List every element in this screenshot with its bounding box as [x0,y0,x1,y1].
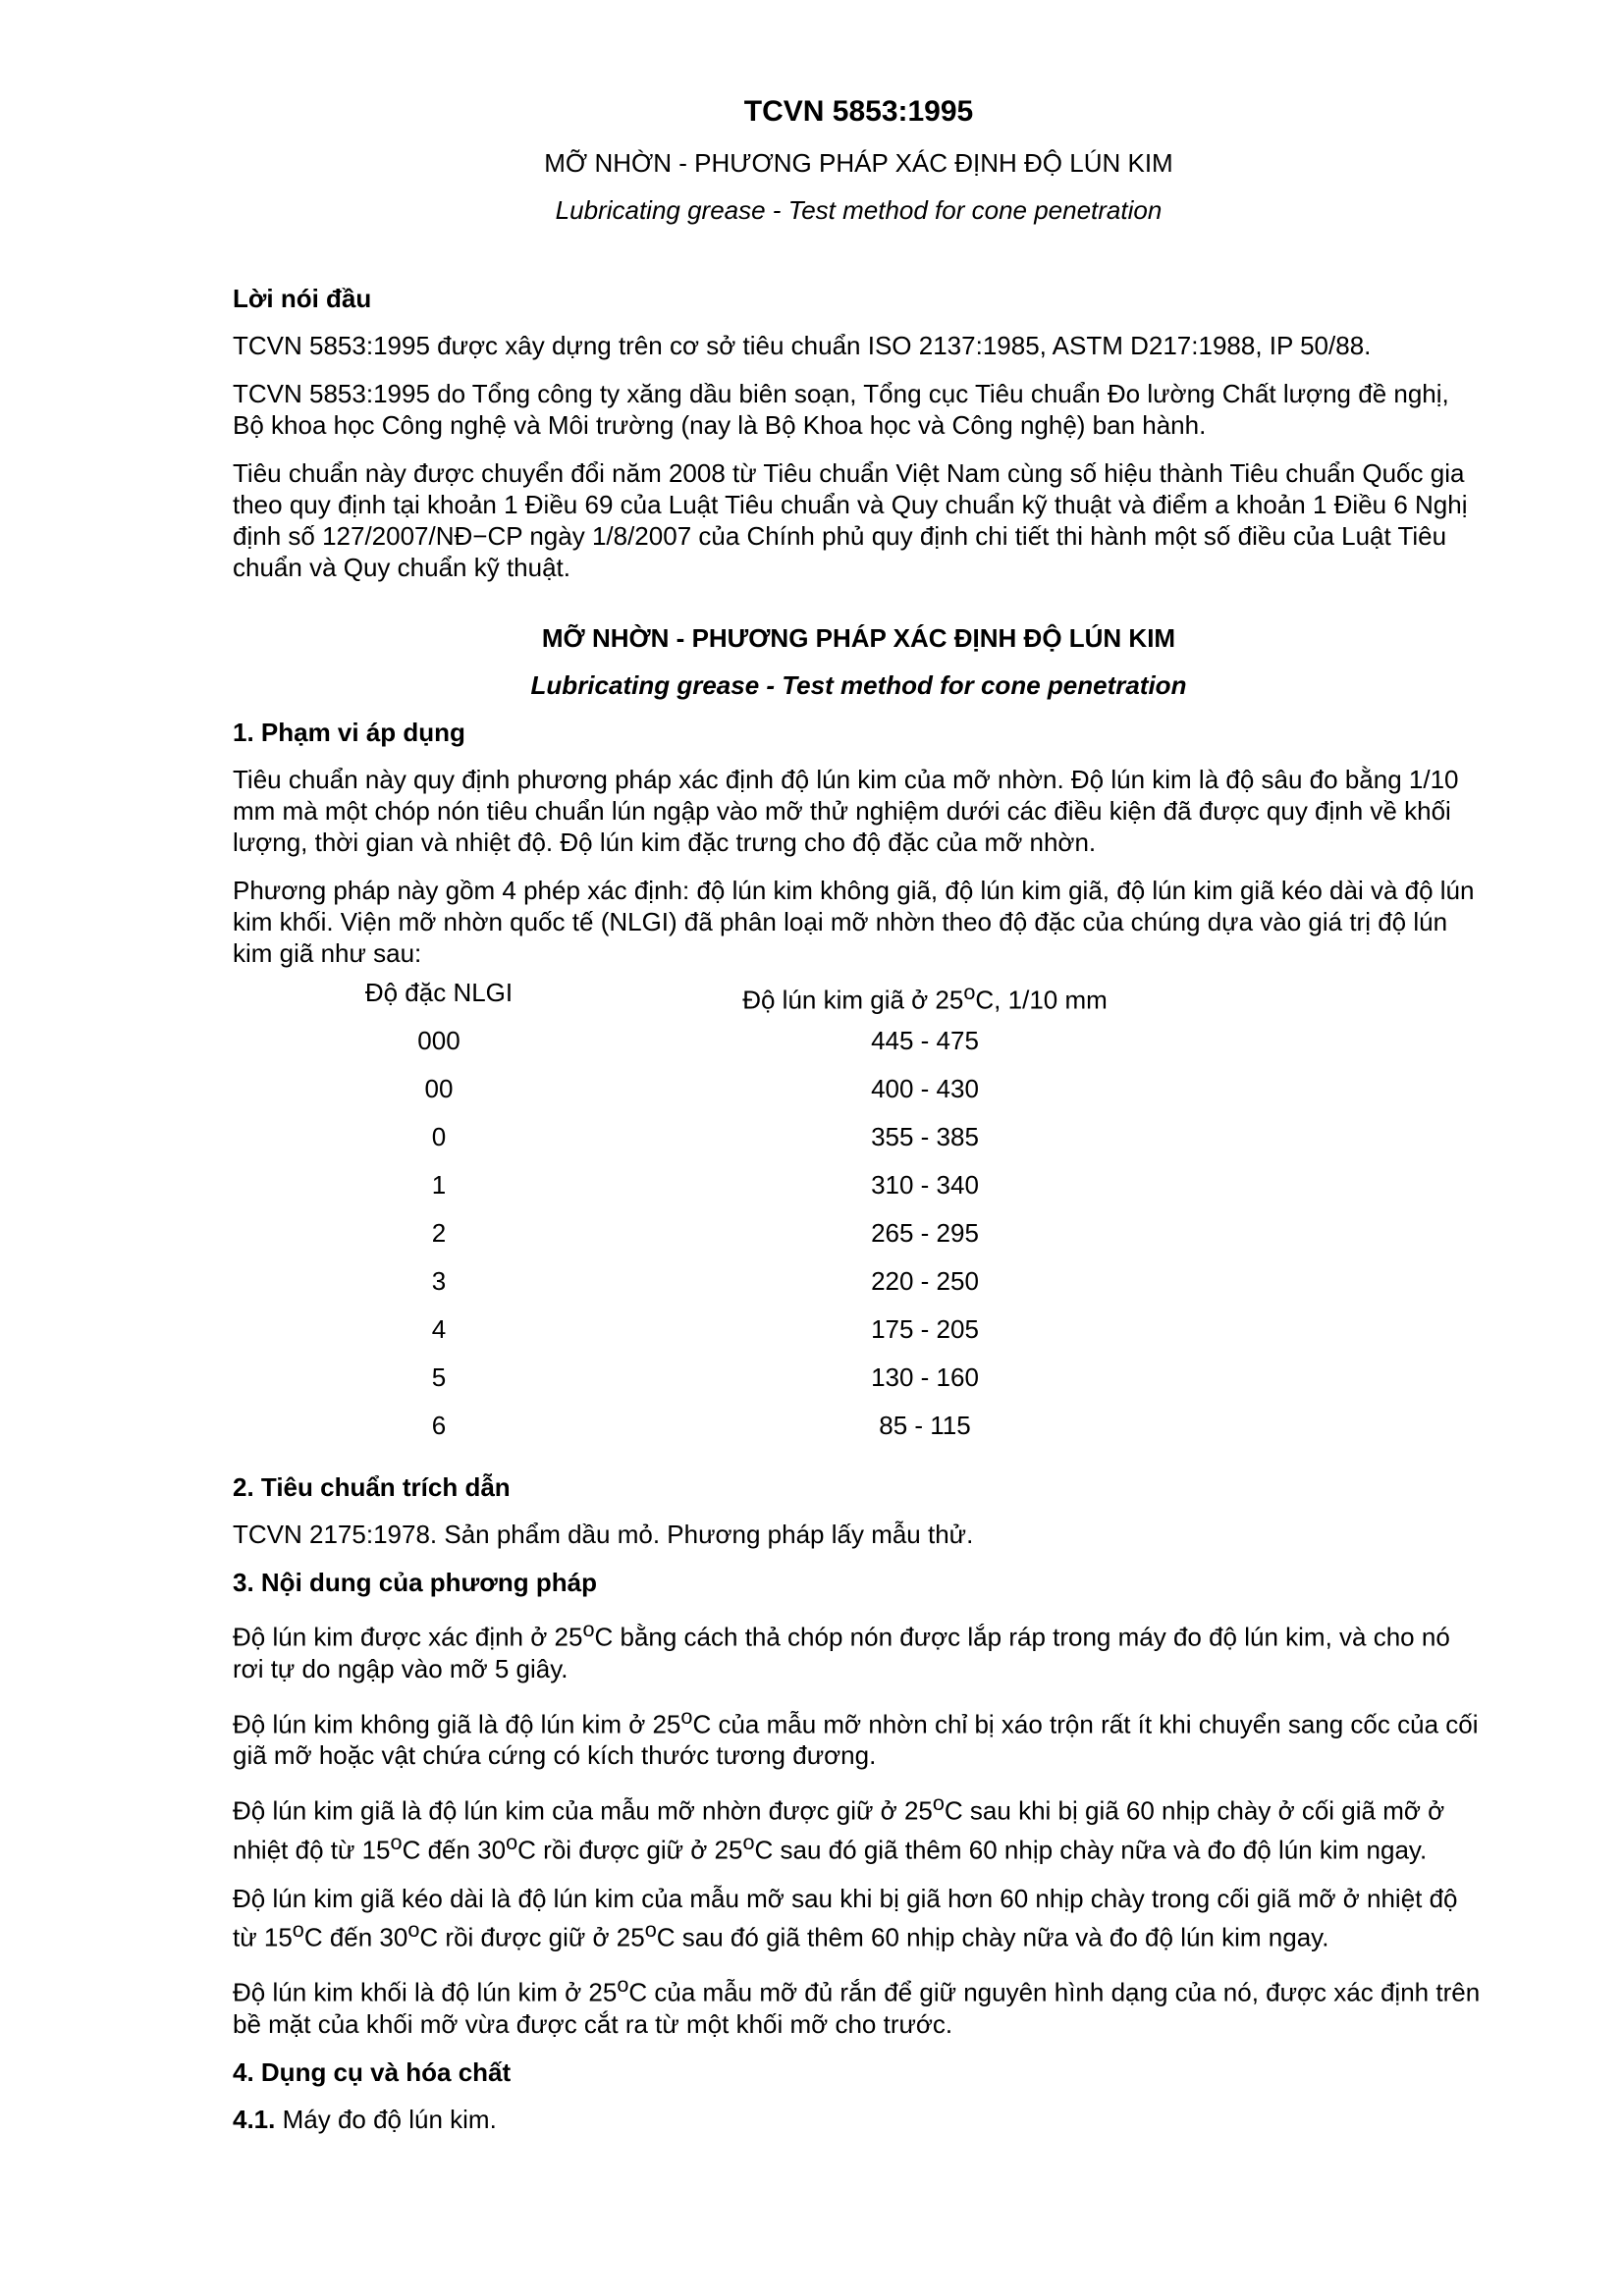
table-row [233,1362,1205,1410]
nlgi-grade-cell: 00 [424,1074,454,1103]
penetration-range-cell: 85 - 115 [879,1411,971,1440]
foreword-heading: Lời nói đầu [233,284,372,313]
section-3-paragraph-4 [233,1883,1485,1953]
text-run: C đến 30 [303,1922,408,1952]
section-4-heading: 4. Dụng cụ và hóa chất [233,2056,512,2087]
document-title-en: Lubricating grease - Test method for cone penetration [555,195,1163,225]
body-title-vi: MỠ NHỜN - PHƯƠNG PHÁP XÁC ĐỊNH ĐỘ LÚN KIM [541,623,1176,653]
foreword-paragraph: Tiêu chuẩn này được chuyển đổi năm 2008 từ Tiêu chuẩn Việt Nam cùng số hiệu thành Tiêu chuẩn Quốc gia theo quy định tại khoản 1 Điều 69 của Luật Tiêu chuẩn và Quy chuẩn kỹ thuật và điểm a khoản 1 Điều 6 Nghị định số 127/2007/NĐ−CP ngày 1/8/2007 của Chính phủ quy định chi tiết thi hành một số điều của Luật Tiêu chuẩn và Quy chuẩn kỹ thuật. [233,458,1468,582]
text-run: C rồi được giữ ở 25 [517,1835,743,1865]
document-title-vi: MỠ NHỜN - PHƯƠNG PHÁP XÁC ĐỊNH ĐỘ LÚN KIM [544,148,1173,178]
degree-superscript: o [932,1790,945,1816]
section-3-paragraph-1 [233,1614,1485,1684]
table-row [233,1265,1205,1313]
table-row [233,1217,1205,1265]
text-run: C sau đó giã thêm 60 nhịp chày nữa và đo độ lún kim ngay. [754,1835,1428,1865]
table-row [233,1025,1205,1073]
section-1-heading: 1. Phạm vi áp dụng [233,718,465,747]
table-row [233,1121,1205,1169]
degree-superscript: o [292,1916,304,1942]
text-run: Độ lún kim được xác định ở 25 [233,1622,583,1652]
text-run: C sau đó giã thêm 60 nhịp chày nữa và đo độ lún kim ngay. [656,1922,1329,1952]
nlgi-grade-cell: 5 [431,1362,447,1392]
header-text-prefix: Độ lún kim giã ở 25 [742,985,964,1015]
degree-superscript: o [390,1829,403,1854]
foreword-paragraph: TCVN 5853:1995 được xây dựng trên cơ sở tiêu chuẩn ISO 2137:1985, ASTM D217:1988, IP 50/88. [233,331,1372,360]
section-4-item [233,2104,1485,2135]
section-3-paragraph-2 [233,1701,1485,1772]
penetration-range-cell: 175 - 205 [871,1314,979,1344]
text-run: C bằng cách thả chóp nón được lắp ráp trong máy đo độ lún kim, và cho nó rơi tự do ngập vào mỡ 5 giây. [233,1622,1450,1683]
text-run: C của mẫu mỡ nhờn chỉ bị xáo trộn rất ít khi chuyển sang cốc của cối giã mỡ hoặc vật chứa cứng có kích thước tương đương. [233,1709,1479,1771]
text-run: Độ lún kim không giã là độ lún kim ở 25 [233,1709,681,1739]
table-row [233,1169,1205,1217]
text-run: Độ lún kim giã là độ lún kim của mẫu mỡ nhờn được giữ ở 25 [233,1795,933,1826]
penetration-range-cell: 265 - 295 [871,1218,979,1248]
penetration-range-cell: 220 - 250 [871,1266,979,1296]
nlgi-grade-cell: 0 [431,1122,447,1151]
section-3-paragraph-3 [233,1788,1485,1865]
text-run: C của mẫu mỡ đủ rắn để giữ nguyên hình dạng của nó, được xác định trên bề mặt của khối mỡ vừa được cắt ra từ một khối mỡ cho trước. [233,1977,1481,2039]
penetration-range-cell: 310 - 340 [871,1170,979,1200]
section-1-paragraph: Tiêu chuẩn này quy định phương pháp xác định độ lún kim của mỡ nhờn. Độ lún kim là độ sâu đo bằng 1/10 mm mà một chóp nón tiêu chuẩn lún ngập vào mỡ thử nghiệm dưới các điều kiện đã được quy định về khối lượng, thời gian và nhiệt độ. Độ lún kim đặc trưng cho độ đặc của mỡ nhờn. [233,765,1459,857]
penetration-range-cell: 130 - 160 [871,1362,979,1392]
section-2-heading: 2. Tiêu chuẩn trích dẫn [233,1472,511,1502]
nlgi-grade-cell: 000 [417,1026,460,1055]
section-3-paragraph-5 [233,1969,1485,2040]
nlgi-grade-cell: 3 [431,1266,447,1296]
table-header-nlgi-grade: Độ đặc NLGI [364,978,514,1007]
standard-code: TCVN 5853:1995 [743,95,974,128]
table-row [233,1313,1205,1362]
nlgi-grade-cell: 1 [431,1170,447,1200]
degree-superscript: o [617,1972,629,1998]
degree-superscript: o [644,1916,657,1942]
section-2-paragraph: TCVN 2175:1978. Sản phẩm dầu mỏ. Phương pháp lấy mẫu thử. [233,1520,974,1549]
nlgi-grade-cell: 4 [431,1314,447,1344]
table-row [233,1073,1205,1121]
text-run: Độ lún kim khối là độ lún kim ở 25 [233,1977,618,2007]
nlgi-grade-cell: 6 [431,1411,447,1440]
item-text: Máy đo độ lún kim. [275,2104,497,2134]
penetration-range-cell: 445 - 475 [871,1026,979,1055]
section-1-paragraph: Phương pháp này gồm 4 phép xác định: độ lún kim không giã, độ lún kim giã, độ lún kim giã kéo dài và độ lún kim khối. Viện mỡ nhờn quốc tế (NLGI) đã phân loại mỡ nhờn theo độ đặc của chúng dựa vào giá trị độ lún kim giã như sau: [233,876,1475,968]
section-3-heading: 3. Nội dung của phương pháp [233,1568,597,1597]
text-run: C sau khi bị giã 60 nhịp chày ở cối giã mỡ ở nhiệt độ từ 15 [233,1795,1445,1865]
nlgi-grade-cell: 2 [431,1218,447,1248]
item-number: 4.1. [233,2104,276,2134]
penetration-range-cell: 355 - 385 [871,1122,979,1151]
document-content [233,94,1485,2152]
header-text-suffix: C, 1/10 mm [975,985,1108,1015]
nlgi-consistency-table [233,977,1205,1458]
degree-superscript: o [582,1617,595,1641]
table-header-row [233,977,1205,1025]
text-run: C rồi được giữ ở 25 [419,1922,645,1952]
degree-superscript: o [680,1703,693,1729]
table-header-penetration [645,977,1205,1025]
degree-superscript: o [963,980,976,1004]
body-title-en: Lubricating grease - Test method for cone penetration [530,670,1187,700]
text-run: Độ lún kim giã kéo dài là độ lún kim của mẫu mỡ sau khi bị giã hơn 60 nhịp chày trong cối giã mỡ ở nhiệt độ từ 15 [233,1883,1458,1952]
text-run: C đến 30 [402,1835,507,1865]
penetration-range-cell: 400 - 430 [871,1074,979,1103]
table-row [233,1410,1205,1458]
foreword-paragraph: TCVN 5853:1995 do Tổng công ty xăng dầu biên soạn, Tổng cục Tiêu chuẩn Đo lường Chất lượng đề nghị, Bộ khoa học Công nghệ và Môi trường (nay là Bộ Khoa học và Công nghệ) ban hành. [233,379,1449,440]
degree-superscript: o [742,1829,755,1854]
degree-superscript: o [407,1916,420,1942]
degree-superscript: o [506,1829,518,1854]
